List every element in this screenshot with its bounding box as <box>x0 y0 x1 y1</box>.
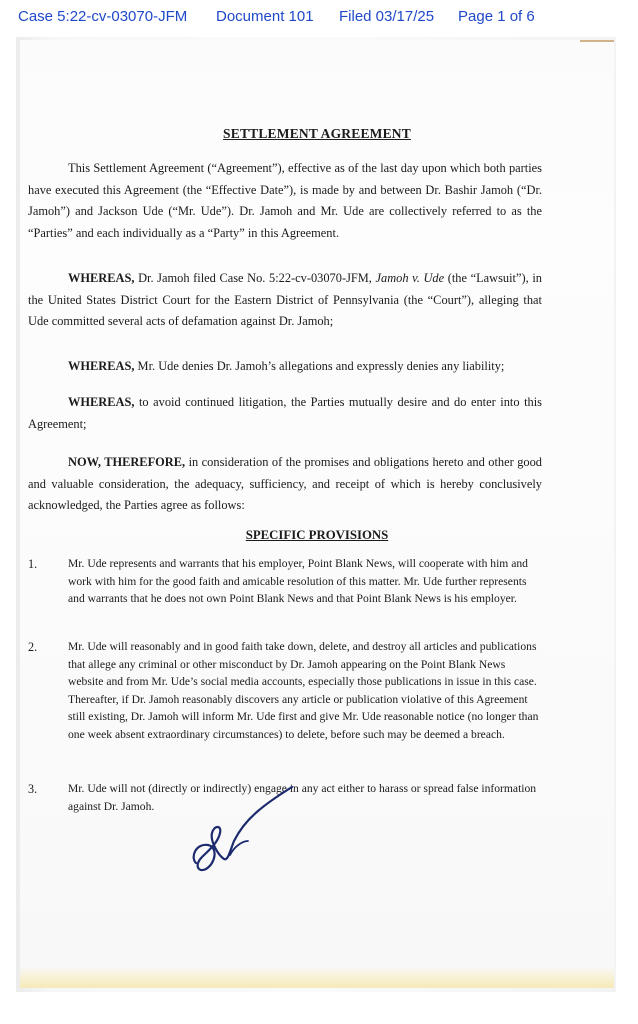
whereas-text: Mr. Ude denies Dr. Jamoh’s allegations and expressly denies any liability; <box>134 359 505 373</box>
document-number: Document 101 <box>216 8 314 25</box>
provision-number: 1. <box>28 557 38 571</box>
scanned-page <box>20 40 614 988</box>
case-number: Case 5:22-cv-03070-JFM <box>18 8 188 25</box>
now-therefore-text: in consideration of the promises and obligations hereto and other good and valuable consideration, the adequacy, sufficiency, and receipt of which is hereby conclusively acknowledged, the Parties agree as follows: <box>28 455 542 512</box>
handwritten-initials <box>188 785 298 880</box>
whereas-lead: WHEREAS, <box>68 271 135 285</box>
case-name: Jamoh v. Ude <box>375 271 445 285</box>
page-title: SETTLEMENT AGREEMENT <box>223 126 411 141</box>
document-header <box>0 0 638 34</box>
whereas-text: (the “Lawsuit”), in the United States District Court for the Eastern District of Pennsylvania (the “Court”), alleging that Ude committed several acts of defamation against Dr. Jamoh; <box>28 271 542 328</box>
intro-paragraph: This Settlement Agreement (“Agreement”), effective as of the last day upon which both parties have executed this Agreement (the “Effective Date”), is made by and between Dr. Bashir Jamoh (“Dr. Jamoh”) and Jackson Ude (“Mr. Ude”). Dr. Jamoh and Mr. Ude are collectively referred to as the “Parties” and each individually as a “Party” in this Agreement. <box>28 161 542 240</box>
whereas-lead: WHEREAS, <box>68 359 135 373</box>
page-indicator: Page 1 of 6 <box>458 8 535 25</box>
filed-date: Filed 03/17/25 <box>339 8 435 25</box>
provision-text: Mr. Ude represents and warrants that his employer, Point Blank News, will cooperate with him and work with him for the good faith and amicable resolution of this matter. Mr. Ude further represents and warrants that he does not own Point Blank News and that Point Blank News is his employer. <box>68 557 528 606</box>
scan-stain <box>20 966 614 988</box>
provision-number: 3. <box>28 782 38 796</box>
page-edge-mark <box>580 40 614 42</box>
provision-text: Mr. Ude will not (directly or indirectly) engage in any act either to harass or spread false information against Dr. Jamoh. <box>68 782 537 813</box>
whereas-paragraph-1 <box>28 268 542 333</box>
now-therefore-paragraph <box>28 452 542 517</box>
whereas-text: to avoid continued litigation, the Parties mutually desire and do enter into this Agreement; <box>28 395 542 431</box>
provision-number: 2. <box>28 640 38 654</box>
whereas-text: Dr. Jamoh filed Case No. 5:22-cv-03070-JFM, <box>134 271 376 285</box>
provision-text: Mr. Ude will reasonably and in good faith take down, delete, and destroy all articles and publications that allege any criminal or other misconduct by Dr. Jamoh appearing on the Point Blank News website and from Mr. Ude’s social media accounts, especially those publications in issue in this case. Thereafter, if Dr. Jamoh reasonably discovers any article or publication violative of this Agreement still existing, Dr. Jamoh will inform Mr. Ude first and give Mr. Ude reasonable notice (no longer than one week absent extraordinary circumstances) to delete, before such may be deemed a breach. <box>68 640 539 741</box>
whereas-lead: WHEREAS, <box>68 395 135 409</box>
whereas-paragraph-2 <box>28 356 542 378</box>
whereas-paragraph-3 <box>28 392 542 435</box>
section-title: SPECIFIC PROVISIONS <box>245 528 389 542</box>
now-therefore-lead: NOW, THEREFORE, <box>68 455 186 469</box>
